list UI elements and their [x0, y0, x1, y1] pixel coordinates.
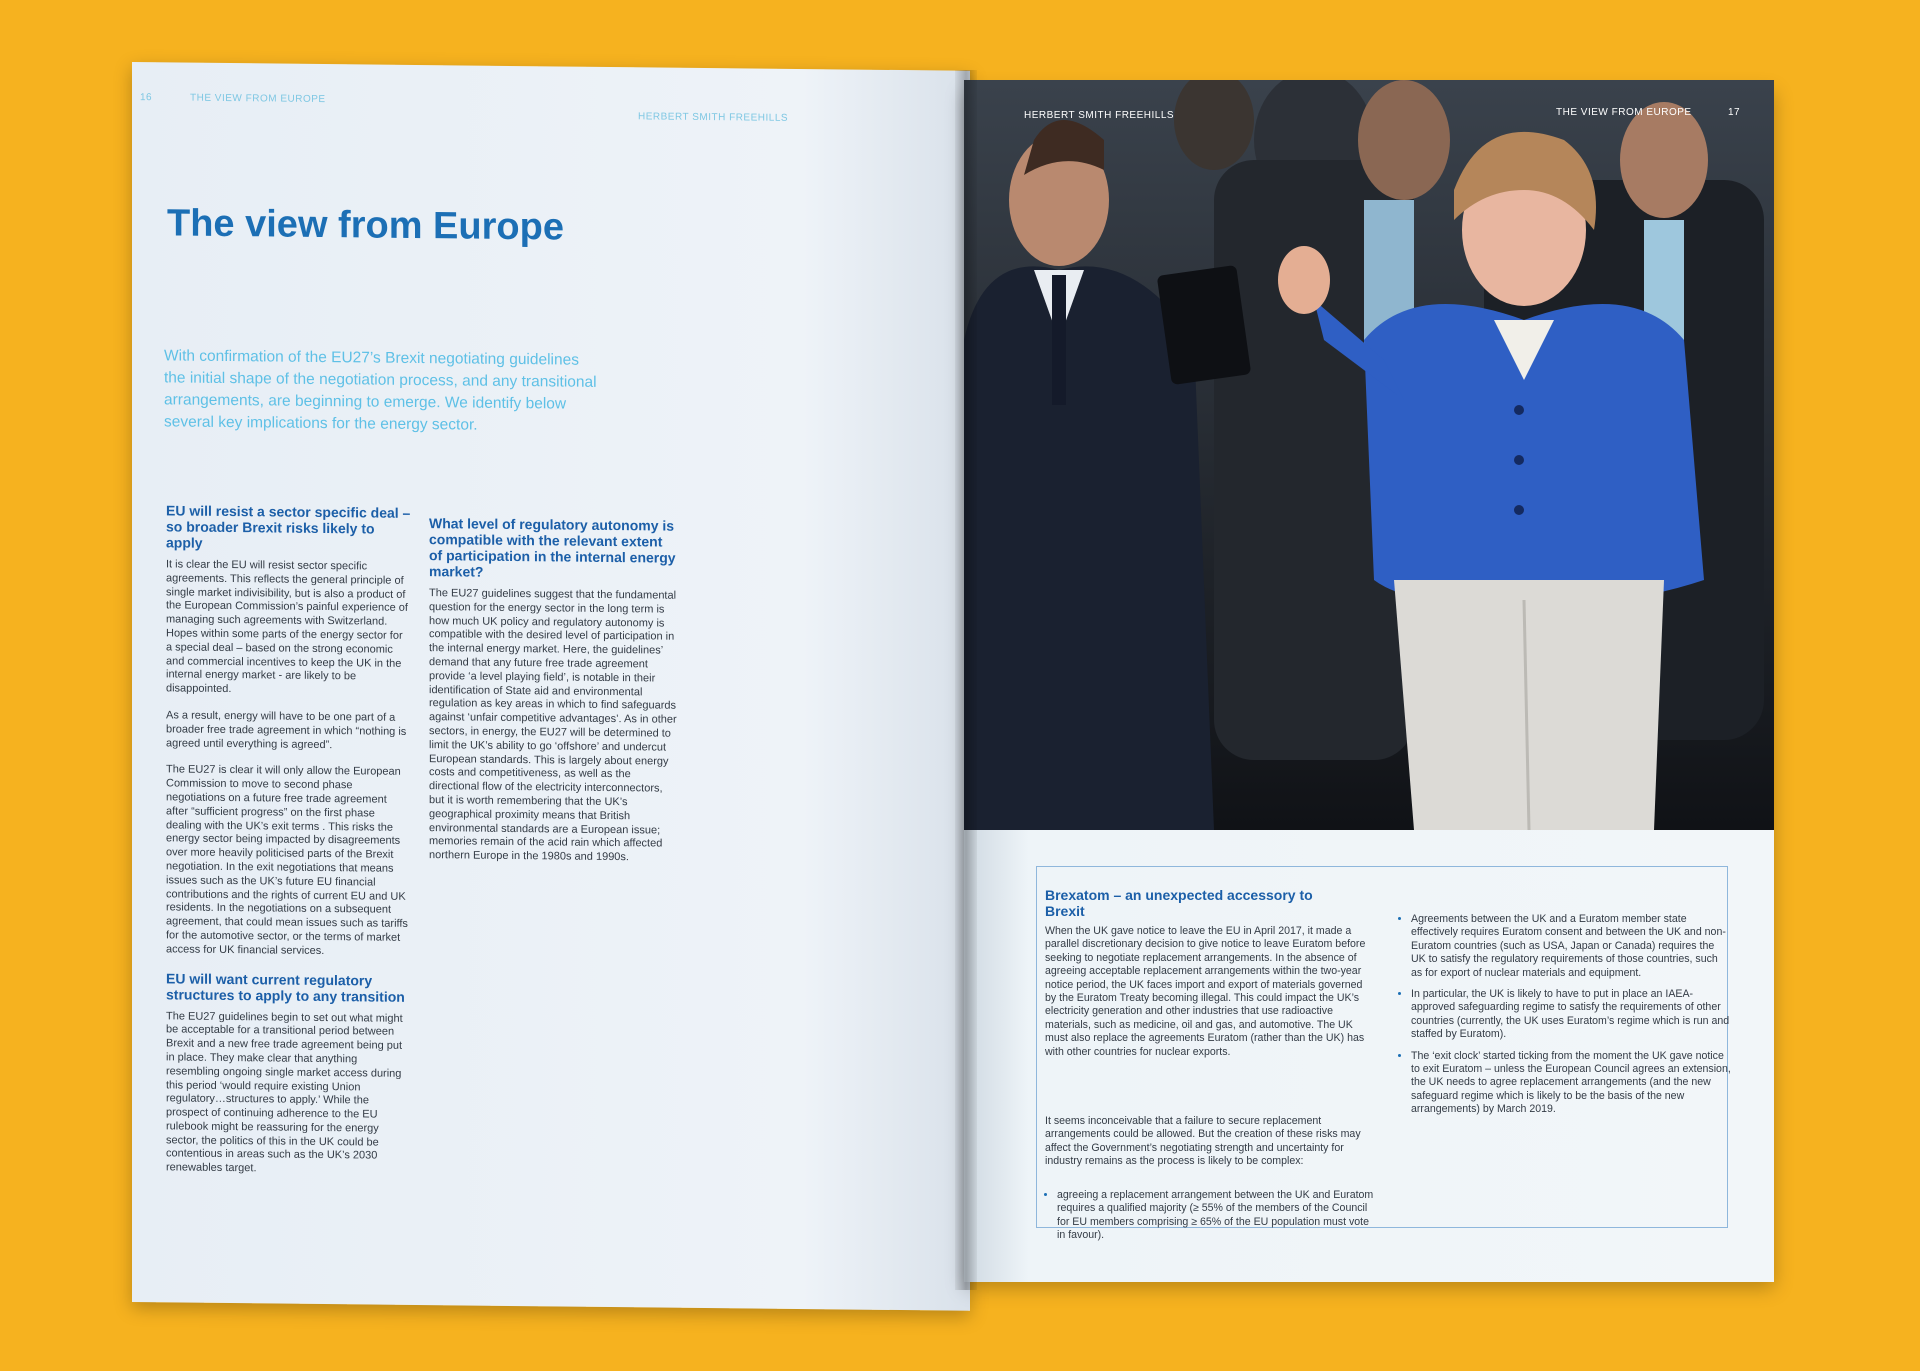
box-bullet-list-a [1045, 1189, 1377, 1251]
bullet-item: • agreeing a replacement arrangement between the UK and Euratom requires a qualified majority (≥ 55% of the members of the Council for EU members comprising ≥ 65% of the EU population must vote in favour). [1057, 1189, 1377, 1243]
page-title: The view from Europe [167, 202, 564, 249]
box-paragraph: When the UK gave notice to leave the EU in April 2017, it made a parallel discretionary decision to give notice to leave Euratom before seeking to negotiate replacement arrangements. In the absence of agreeing acceptable replacement arrangements within the two-year notice period, the UK faces import and export of materials governed by the Euratom Treaty becoming illegal. This could impact the UK’s electricity generation and other industries that use radioactive materials, such as medicine, oil and gas, and automotive. The UK must also replace the agreements Euratom (rather than the UK) has with other countries for nuclear exports. [1045, 925, 1366, 1058]
section-heading-regulatory-autonomy: What level of regulatory autonomy is compatible with the relevant extent of participation in the internal energy market? [429, 515, 676, 580]
body-paragraph: The EU27 guidelines suggest that the fundamental question for the energy sector in the long term is how much UK policy and regulatory autonomy is compatible with the desired level of participation in the internal energy market. Here, the guidelines’ demand that any future free trade agreement provide ‘a level playing field’, is notable in their identification of State aid and environmental regulation as key areas in which to find safeguards against ‘unfair competitive advantages’. As in other sectors, in energy, the EU27 will be determined to limit the UK’s ability to go ‘offshore’ and undercut European standards. This is largely about energy costs and competitiveness, as well as the directional flow of the electricity interconnectors, but it is worth remembering that the UK’s geographical proximity means that British environmental standards are a European issue; memories remain of the acid rain which affected northern Europe in the 1980s and 1990s. [429, 587, 677, 864]
bullet-item: • Agreements between the UK and a Euratom member state effectively requires Euratom consent and between the UK and non-Euratom countries (such as USA, Japan or Canada) requires the UK to satisfy the regulatory requirements of those countries, such as for export of nuclear materials and equipment. [1411, 913, 1731, 980]
photo-running-head-firm: HERBERT SMITH FREEHILLS [1024, 110, 1175, 121]
body-paragraph: As a result, energy will have to be one part of a broader free trade agreement in which “nothing is agreed until everything is agreed”. [166, 709, 407, 751]
body-paragraph: It is clear the EU will resist sector specific agreements. This reflects the general principle of single market indivisibility, but is also a product of the European Commission’s painful experience of managing such agreements with Switzerland. Hopes within some parts of the energy sector for a special deal – based on the strong economic and commercial incentives to keep the UK in the internal energy market - are likely to be disappointed. [166, 558, 408, 696]
column-one [166, 502, 411, 1191]
section-heading-transition: EU will want current regulatory structures to apply to any transition [166, 969, 405, 1005]
brexatom-box [1036, 866, 1731, 1242]
page-number-left: 16 [140, 92, 153, 104]
book-gutter [955, 70, 977, 1290]
body-paragraph: The EU27 is clear it will only allow the European Commission to move to second phase negotiations on a future free trade agreement after “sufficient progress” on the first phase dealing with the UK’s exit terms . This risks the energy sector being impacted by disagreements over more heavily politicised parts of the Brexit negotiation. In the exit negotiations that means issues such as the UK’s future EU financial contributions and the rights of current EU and UK residents. In the negotiations on a subsequent agreement, that could mean issues such as tariffs for the automotive sector, or the terms of market access for UK financial services. [166, 763, 408, 957]
bullet-item: • In particular, the UK is likely to have to put in place an IAEA-approved safeguarding regime to satisfy the requirements of other countries (currently, the UK uses Euratom’s regime which is run and staffed by Euratom). [1411, 988, 1731, 1042]
running-head-firm: HERBERT SMITH FREEHILLS [638, 111, 789, 124]
box-heading: Brexatom – an unexpected accessory to Brexit [1045, 887, 1313, 919]
box-paragraph: It seems inconceivable that a failure to secure replacement arrangements could be allowed. But the creation of these risks may affect the Government’s negotiating strength and uncertainty for industry remains as the process is likely to be complex: [1045, 1115, 1361, 1168]
column-two [429, 515, 679, 879]
section-heading-sector-deal: EU will resist a sector specific deal – so broader Brexit risks likely to apply [166, 502, 411, 551]
bullet-item: • The ‘exit clock’ started ticking from the moment the UK gave notice to exit Euratom – unless the European Council agrees an extension, the UK needs to agree replacement arrangements (and the new safeguard regime which is likely to be the basis of the new arrangements) by March 2019. [1411, 1050, 1731, 1117]
box-bullet-list-b [1399, 913, 1731, 1125]
intro-paragraph: With confirmation of the EU27’s Brexit negotiating guidelines the initial shape of the negotiation process, and any transitional arrangements, are beginning to emerge. We identify below several key implications for the energy sector. [164, 347, 597, 434]
photo-illustration [964, 80, 1774, 830]
running-head-section: THE VIEW FROM EUROPE [190, 92, 326, 106]
photograph-leaders-walking [964, 80, 1774, 830]
body-paragraph: The EU27 guidelines begin to set out what might be acceptable for a transitional period between Brexit and a new free trade agreement being put in place. They make clear that anything resembling ongoing single market access during this period ‘would require existing Union regulatory…structures to apply.’ While the prospect of continuing adherence to the EU rulebook might be reassuring for the energy sector, the politics of this in the UK could be contentious in areas such as the UK’s 2030 renewables target. [166, 1009, 403, 1175]
page-number-right: 17 [1728, 107, 1741, 118]
left-page [132, 62, 970, 1311]
photo-running-head-section: THE VIEW FROM EUROPE [1556, 107, 1692, 118]
